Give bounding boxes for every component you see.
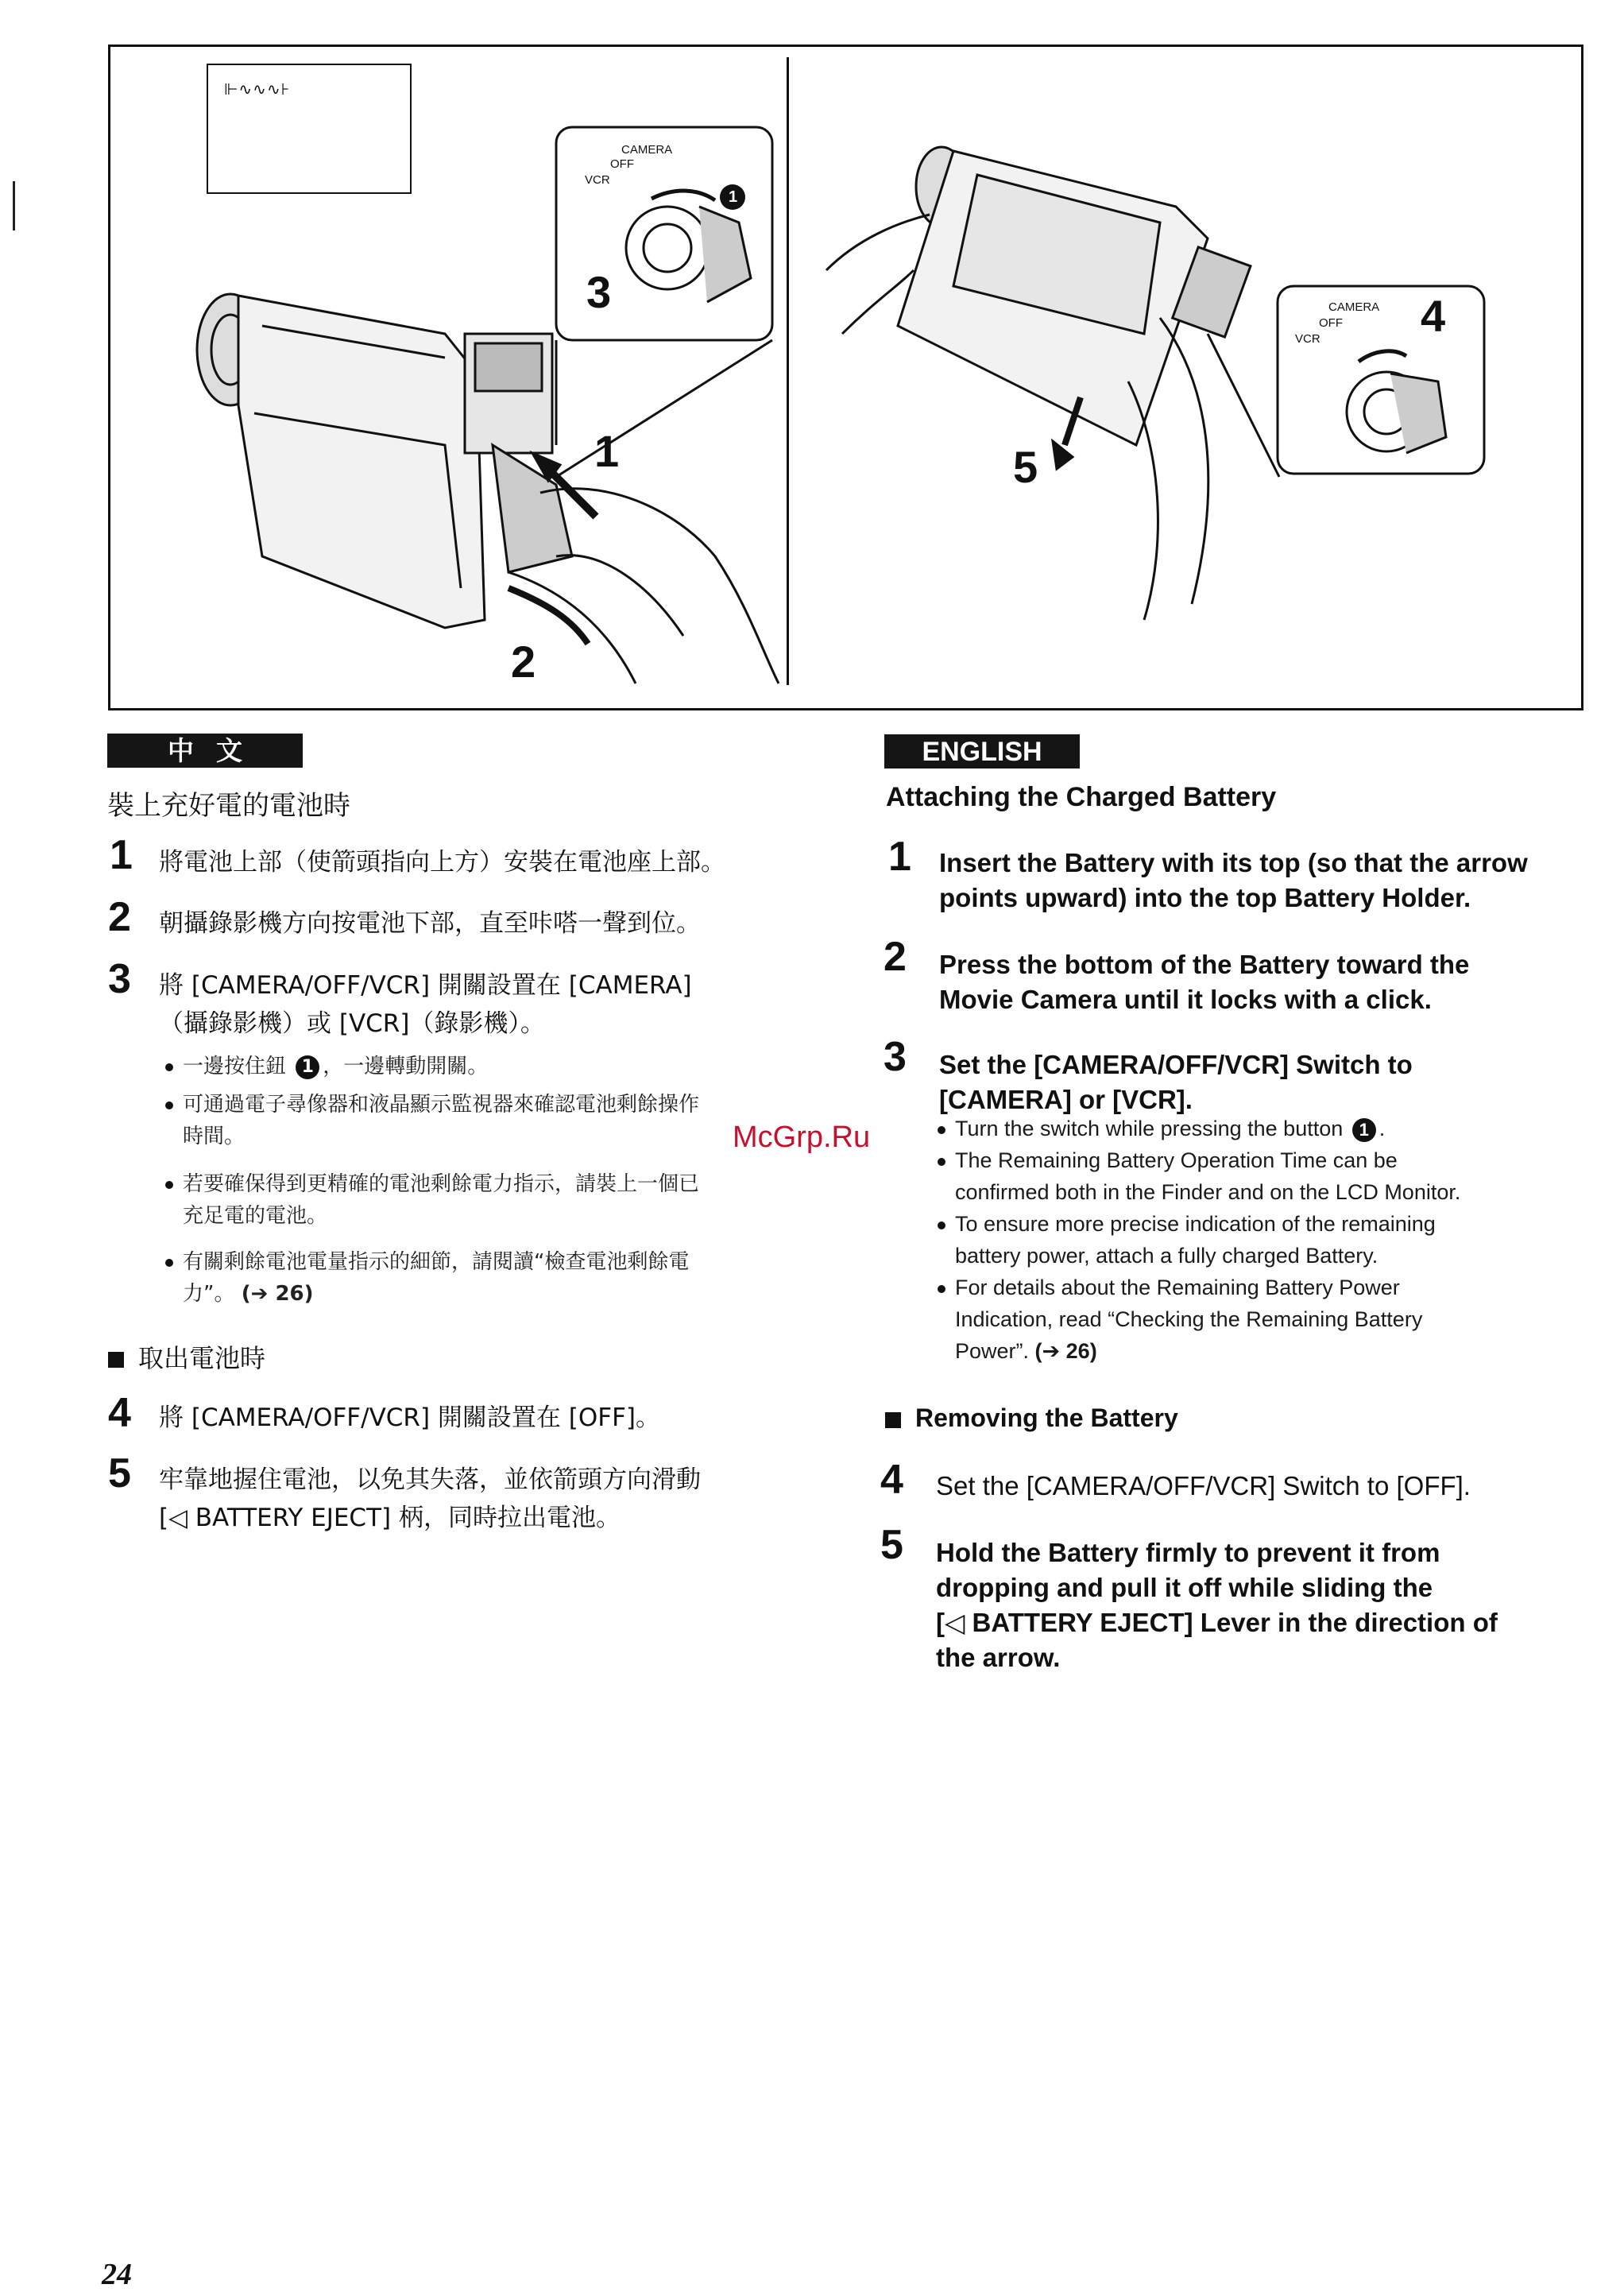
chinese-section-header: 中文 [107,734,303,768]
bullet-dot [938,1285,945,1293]
zh-bullet-3-line2: 充足電的電池。 [183,1204,328,1228]
en-step-5-number: 5 [880,1522,903,1568]
bullet-dot [938,1126,945,1134]
en-step-2-line1: Press the bottom of the Battery toward the [939,950,1470,979]
en-step-1-line1: Insert the Battery with its top (so that the arrow [939,848,1528,877]
switch-label-off-left: OFF [610,157,634,171]
zh-bullet-3-line1: 若要確保得到更精確的電池剩餘電力指示，請裝上一個已 [183,1172,700,1196]
en-step-3-line1: Set the [CAMERA/OFF/VCR] Switch to [939,1050,1413,1079]
en-bullet-4-line3-text: Power”. [955,1339,1030,1363]
zh-bullet-2 [165,1089,699,1121]
switch-label-vcr-left: VCR [585,173,610,187]
en-bullet-4-line2: Indication, read “Checking the Remaining Battery [955,1307,1423,1331]
square-bullet-icon [108,1352,124,1368]
button-1-icon: 1 [296,1055,319,1079]
switch-label-vcr-right: VCR [1295,332,1320,346]
en-bullet-1 [938,1113,1385,1144]
en-step-5-line3: [◁ BATTERY EJECT] Lever in the direction of [936,1608,1498,1637]
zh-step-5-line1: 牢靠地握住電池，以免其失落，並依箭頭方向滑動 [159,1465,701,1494]
zh-bullet-1-text: 一邊按住鈕 [183,1055,287,1078]
zh-step-4-number: 4 [108,1390,131,1436]
figure-label-5: 5 [1013,442,1038,492]
en-bullet-2 [938,1144,1398,1176]
zh-step-3-number: 3 [108,956,131,1002]
switch-label-camera-right: CAMERA [1328,300,1380,314]
zh-bullet-4-line2 [183,1278,314,1310]
en-bullet-3-line1: To ensure more precise indication of the remaining [955,1212,1436,1236]
zh-bullet-2-line2: 時間。 [183,1125,246,1148]
zh-remove-heading-text: 取出電池時 [138,1343,266,1373]
en-bullet-2-line2: confirmed both in the Finder and on the LCD Monitor. [955,1180,1461,1204]
bullet-dot [938,1221,945,1229]
bullet-dot [165,1101,173,1109]
en-step-5-line4: the arrow. [936,1643,1061,1672]
en-step-4-number: 4 [880,1457,903,1503]
figure-label-4: 4 [1421,291,1446,341]
en-step-4-text: Set the [CAMERA/OFF/VCR] Switch to [OFF]. [936,1471,1471,1500]
en-remove-heading-text: Removing the Battery [915,1403,1178,1432]
zh-step-5-line2: [◁ BATTERY EJECT] 柄，同時拉出電池。 [159,1504,621,1532]
bullet-dot [165,1181,173,1189]
square-bullet-icon [885,1412,901,1428]
zh-bullet-4 [165,1246,689,1278]
en-step-2-line2: Movie Camera until it locks with a click. [939,985,1432,1014]
battery-indicator-glyph: ⊩∿∿∿⊦ [224,81,291,99]
zh-step-1-text: 將電池上部（使箭頭指向上方）安裝在電池座上部。 [159,848,725,877]
figure-label-2: 2 [511,637,536,687]
en-bullet-1-tail: . [1378,1117,1386,1140]
camcorder-left-drawing [197,294,779,683]
zh-step-3-line2: （攝錄影機）或 [VCR]（錄影機）。 [159,1009,545,1038]
switch-label-camera-left: CAMERA [621,143,673,157]
en-step-3-line2: [CAMERA] or [VCR]. [939,1085,1193,1114]
zh-bullet-2-line1: 可通過電子尋像器和液晶顯示監視器來確認電池剩餘操作 [183,1093,700,1117]
zh-bullet-4-line1: 有關剩餘電池電量指示的細節，請閱讀“檢查電池剩餘電 [183,1250,690,1274]
bullet-dot [938,1158,945,1166]
en-bullet-3-line2: battery power, attach a fully charged Battery. [955,1244,1378,1268]
en-step-1-line2: points upward) into the top Battery Holder. [939,883,1471,912]
camera-illustration [0,0,1624,715]
en-bullet-4 [938,1272,1400,1303]
english-section-header: ENGLISH [884,734,1080,769]
bullet-dot [165,1259,173,1267]
switch-label-off-right: OFF [1319,316,1343,330]
en-page-reference: (➔ 26) [1034,1339,1097,1363]
bullet-dot [165,1063,173,1071]
english-title: Attaching the Charged Battery [886,782,1277,812]
zh-step-2-text: 朝攝錄影機方向按電池下部，直至咔嗒一聲到位。 [159,909,701,938]
zh-bullet-1-tail: ，一邊轉動開關。 [323,1055,489,1078]
zh-step-2-number: 2 [108,894,131,940]
zh-bullet-1 [165,1051,488,1082]
en-bullet-4-line1: For details about the Remaining Battery Power [955,1276,1400,1299]
watermark: McGrp.Ru [733,1121,871,1154]
figure-label-3: 3 [586,267,612,317]
zh-bullet-4-line2-text: 力”。 [183,1282,235,1306]
en-bullet-4-line3 [955,1335,1097,1367]
zh-step-1-number: 1 [110,832,133,878]
button-marker-1: 1 [729,188,738,206]
en-step-1-number: 1 [888,834,911,880]
zh-remove-heading [108,1338,265,1375]
zh-page-reference: (➔ 26) [241,1282,314,1306]
en-step-2-number: 2 [884,934,907,980]
zh-step-5-number: 5 [108,1450,131,1496]
en-remove-heading [885,1403,1178,1433]
figure-label-1: 1 [594,426,620,476]
en-bullet-2-line1: The Remaining Battery Operation Time can be [955,1148,1398,1172]
en-step-3-number: 3 [884,1034,907,1080]
en-bullet-3 [938,1208,1436,1240]
en-bullet-1-text: Turn the switch while pressing the button [955,1117,1344,1140]
page-number: 24 [102,2258,132,2291]
button-1-icon: 1 [1352,1118,1376,1142]
chinese-title: 裝上充好電的電池時 [107,790,350,822]
zh-step-4-text: 將 [CAMERA/OFF/VCR] 開關設置在 [OFF]。 [159,1403,661,1432]
camcorder-right-drawing [826,147,1279,620]
zh-step-3-line1: 將 [CAMERA/OFF/VCR] 開關設置在 [CAMERA] [159,971,692,1000]
en-step-5-line1: Hold the Battery firmly to prevent it from [936,1538,1440,1567]
switch-callout-right [1278,286,1484,474]
zh-bullet-3 [165,1168,699,1200]
en-step-5-line2: dropping and pull it off while sliding the [936,1573,1433,1602]
